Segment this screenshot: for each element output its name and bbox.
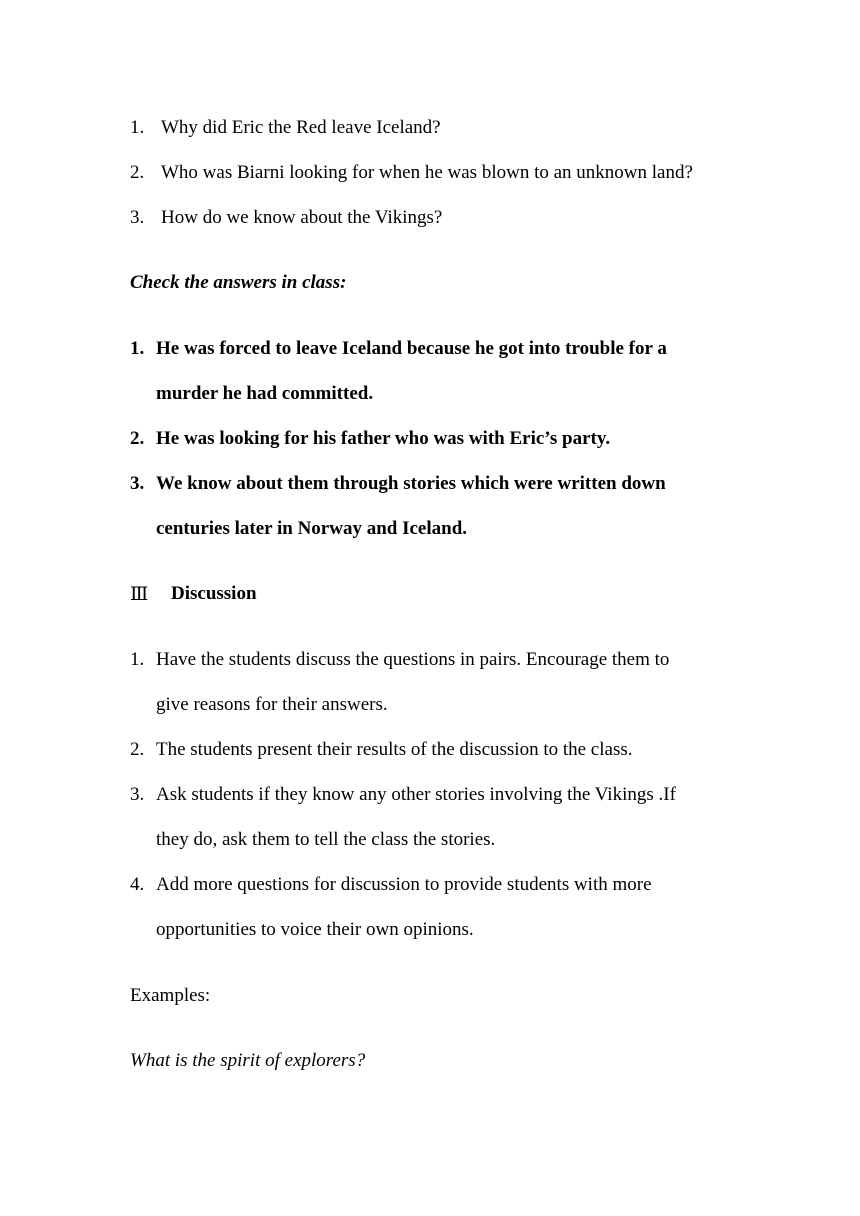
answer-text: We know about them through stories which were written down <box>156 473 666 494</box>
step-number: 1. <box>130 649 145 670</box>
step-text: Ask students if they know any other stories involving the Vikings .If <box>156 784 676 805</box>
step-text: they do, ask them to tell the class the stories. <box>156 829 496 850</box>
section-numeral: Ⅲ <box>130 583 149 605</box>
section-title: Discussion <box>171 583 257 604</box>
answer-text: He was looking for his father who was with Eric’s party. <box>156 428 611 449</box>
answer-text: centuries later in Norway and Iceland. <box>156 518 468 539</box>
step-text: give reasons for their answers. <box>156 694 388 715</box>
question-text: Who was Biarni looking for when he was blown to an unknown land? <box>161 162 693 183</box>
step-text: Add more questions for discussion to provide students with more <box>156 874 652 895</box>
answer-number: 1. <box>130 338 145 359</box>
question-number: 1. <box>130 117 145 138</box>
answer-text: murder he had committed. <box>156 383 374 404</box>
step-number: 4. <box>130 874 145 895</box>
step-text: opportunities to voice their own opinions. <box>156 919 474 940</box>
question-number: 3. <box>130 207 145 228</box>
question-text: Why did Eric the Red leave Iceland? <box>161 117 441 138</box>
example-question: What is the spirit of explorers? <box>130 1050 366 1071</box>
answer-number: 2. <box>130 428 145 449</box>
answer-text: He was forced to leave Iceland because he got into trouble for a <box>156 338 667 359</box>
step-number: 3. <box>130 784 145 805</box>
check-answers-heading: Check the answers in class: <box>130 272 347 293</box>
step-number: 2. <box>130 739 145 760</box>
answer-number: 3. <box>130 473 145 494</box>
step-text: The students present their results of the discussion to the class. <box>156 739 633 760</box>
question-number: 2. <box>130 162 145 183</box>
examples-label: Examples: <box>130 985 211 1006</box>
question-text: How do we know about the Vikings? <box>161 207 443 228</box>
step-text: Have the students discuss the questions in pairs. Encourage them to <box>156 649 670 670</box>
